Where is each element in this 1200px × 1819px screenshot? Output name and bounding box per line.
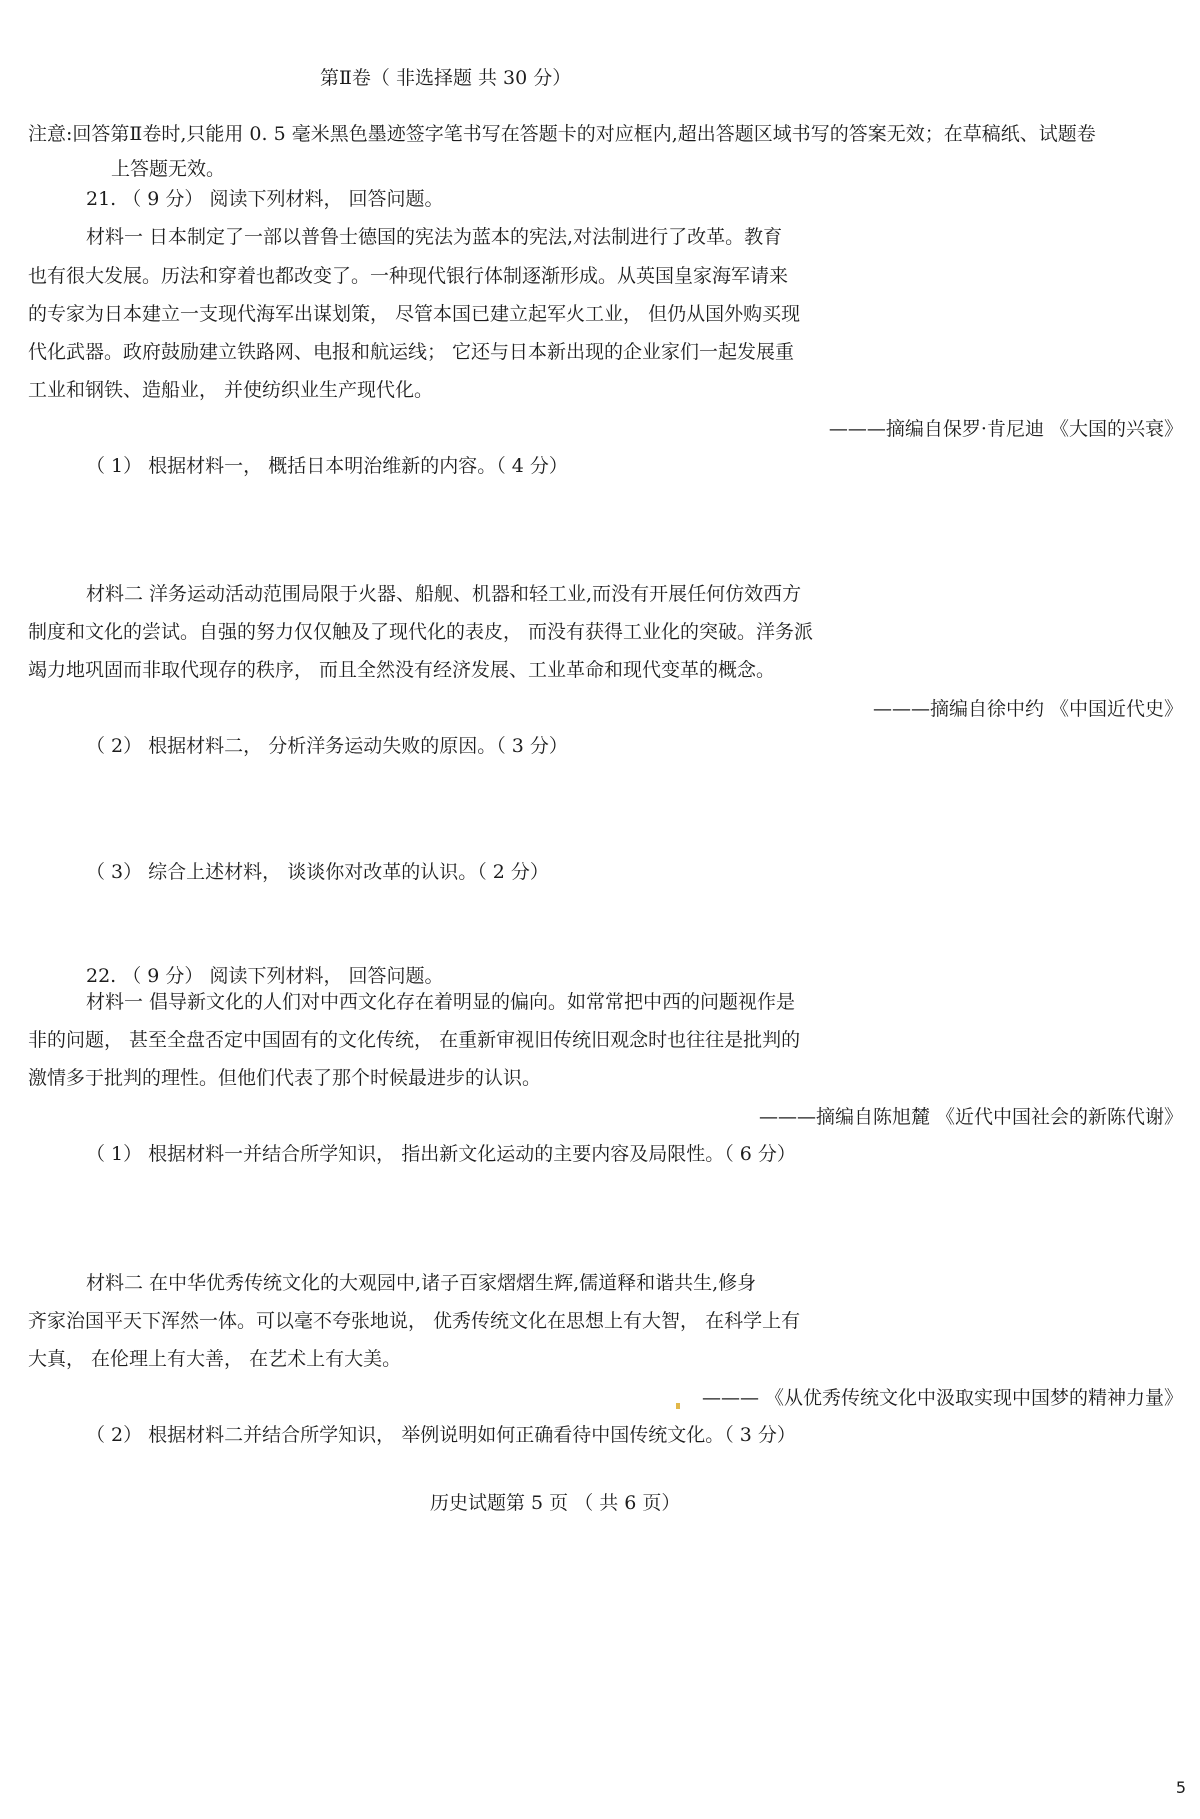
q22-material1-line: 非的问题， 甚至全盘否定中国固有的文化传统， 在重新审视旧传统旧观念时也往往是批判的 bbox=[28, 1029, 801, 1051]
q22-material2-line: 齐家治国平天下浑然一体。可以毫不夸张地说， 优秀传统文化在思想上有大智， 在科学上有 bbox=[28, 1310, 801, 1332]
q21-material1-line: 材料一 日本制定了一部以普鲁士德国的宪法为蓝本的宪法,对法制进行了改革。教育 bbox=[86, 226, 783, 248]
q22-material1-line: 激情多于批判的理性。但他们代表了那个时候最进步的认识。 bbox=[28, 1067, 542, 1089]
q22-material1-source: ———摘编自陈旭麓 《近代中国社会的新陈代谢》 bbox=[758, 1106, 1183, 1128]
page-number: 5 bbox=[1175, 1778, 1186, 1797]
q21-sub2: （ 2） 根据材料二， 分析洋务运动失败的原因。（ 3 分） bbox=[86, 735, 568, 757]
q21-material1-line: 也有很大发展。历法和穿着也都改变了。一种现代银行体制逐渐形成。从英国皇家海军请来 bbox=[28, 265, 789, 287]
q21-material2-line: 制度和文化的尝试。自强的努力仅仅触及了现代化的表皮， 而没有获得工业化的突破。洋务派 bbox=[28, 621, 814, 643]
q21-header: 21. （ 9 分） 阅读下列材料， 回答问题。 bbox=[86, 188, 444, 210]
q22-header: 22. （ 9 分） 阅读下列材料， 回答问题。 bbox=[86, 965, 444, 987]
q22-material2-line: 材料二 在中华优秀传统文化的大观园中,诸子百家熠熠生辉,儒道释和谐共生,修身 bbox=[86, 1272, 757, 1294]
q21-material2-source: ———摘编自徐中约 《中国近代史》 bbox=[872, 698, 1183, 720]
q22-sub1: （ 1） 根据材料一并结合所学知识， 指出新文化运动的主要内容及局限性。（ 6 分） bbox=[86, 1143, 796, 1165]
notice-line-1: 注意:回答第Ⅱ卷时,只能用 0. 5 毫米黑色墨迹签字笔书写在答题卡的对应框内,超出答题区域书写的答案无效；在草稿纸、试题卷 bbox=[28, 123, 1096, 145]
q21-material1-line: 的专家为日本建立一支现代海军出谋划策， 尽管本国已建立起军火工业， 但仍从国外购买现 bbox=[28, 303, 801, 325]
q22-material2-source: ——— 《从优秀传统文化中汲取实现中国梦的精神力量》 bbox=[701, 1387, 1183, 1409]
q22-sub2: （ 2） 根据材料二并结合所学知识， 举例说明如何正确看待中国传统文化。（ 3 分） bbox=[86, 1424, 796, 1446]
page-footer: 历史试题第 5 页 （ 共 6 页） bbox=[430, 1492, 681, 1514]
q21-material2-line: 材料二 洋务运动活动范围局限于火器、船舰、机器和轻工业,而没有开展任何仿效西方 bbox=[86, 583, 802, 605]
q21-material1-line: 工业和钢铁、造船业， 并使纺织业生产现代化。 bbox=[28, 379, 434, 401]
q21-sub1: （ 1） 根据材料一， 概括日本明治维新的内容。（ 4 分） bbox=[86, 455, 568, 477]
q21-material1-line: 代化武器。政府鼓励建立铁路网、电报和航运线； 它还与日本新出现的企业家们一起发展重 bbox=[28, 341, 795, 363]
notice-line-2: 上答题无效。 bbox=[111, 158, 226, 180]
q22-material1-line: 材料一 倡导新文化的人们对中西文化存在着明显的偏向。如常常把中西的问题视作是 bbox=[86, 991, 796, 1013]
q22-material2-line: 大真， 在伦理上有大善， 在艺术上有大美。 bbox=[28, 1348, 402, 1370]
q21-material2-line: 竭力地巩固而非取代现存的秩序， 而且全然没有经济发展、工业革命和现代变革的概念。 bbox=[28, 659, 776, 681]
highlight-mark bbox=[676, 1403, 680, 1409]
q21-material1-source: ———摘编自保罗·肯尼迪 《大国的兴衰》 bbox=[828, 418, 1183, 440]
q21-sub3: （ 3） 综合上述材料， 谈谈你对改革的认识。（ 2 分） bbox=[86, 861, 549, 883]
section-header: 第Ⅱ卷（ 非选择题 共 30 分） bbox=[320, 67, 572, 89]
